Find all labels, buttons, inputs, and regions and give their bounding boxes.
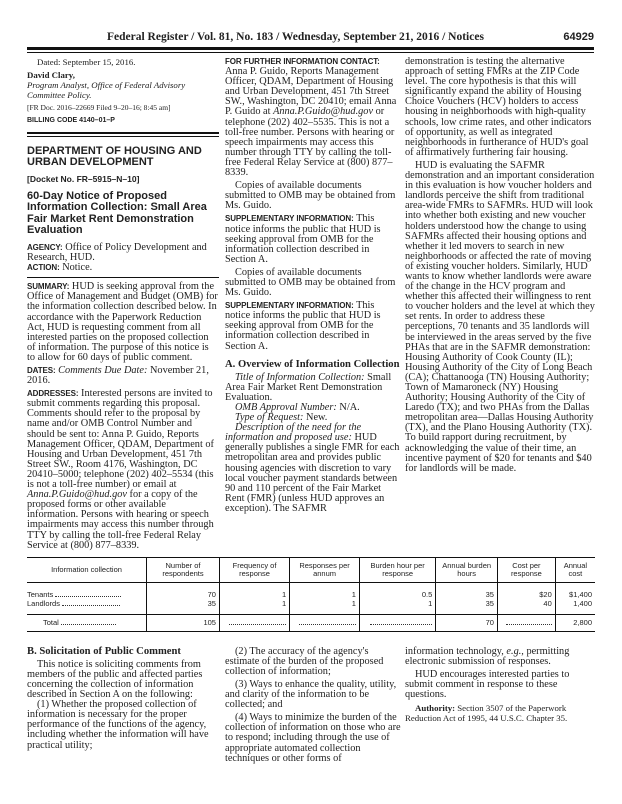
cell: 70 (147, 582, 220, 599)
cell: 1 (290, 582, 360, 599)
title-value: Small Area Fair Market Rent Demonstration Evaluation. (225, 371, 392, 403)
column-2 (225, 57, 401, 517)
cell: Total (43, 618, 59, 628)
dates-text: November 21, 2016. (27, 365, 209, 387)
omb-label: OMB Approval Number: (235, 402, 337, 413)
signer-title: Program Analyst, Office of Federal Advisory Committee Policy. (27, 80, 186, 100)
col-header: Annual burden hours (436, 557, 498, 582)
col-header: Annual cost (555, 557, 595, 582)
section-b-heading: B. Solicitation of Public Comment (27, 645, 181, 657)
type-value: New. (306, 412, 328, 424)
section-a-heading: A. Overview of Information Collection (225, 358, 400, 370)
agency-label: AGENCY: (27, 242, 63, 252)
comment-item-4: (4) Ways to minimize the burden of the collection of information on those who are to respond; including through the use of appropriate automated collection techniques or other forms of (225, 712, 401, 764)
cell: $1,400 (555, 582, 595, 599)
comment-item-3: (3) Ways to enhance the quality, utility, and clarity of the information to be collected; and (225, 678, 397, 711)
dated: Dated: September 15, 2016. (37, 57, 136, 67)
addresses-label: ADDRESSES: (27, 389, 79, 399)
billing-code: BILLING CODE 4140–01–P (27, 117, 115, 125)
description-label: Description of the need for the information and proposed use: (225, 422, 362, 444)
cell: 2,800 (555, 614, 595, 631)
action-label: ACTION: (27, 263, 60, 273)
supplementary-text: This notice informs the public that HUD is seeking approval from OMB for the information collection described in Section A. (225, 213, 381, 265)
section-b (27, 647, 595, 787)
separator-rule (27, 132, 219, 134)
addresses-text: Interested persons are invited to submit comments regarding this proposal. Comments should refer to the proposal by name and/or OMB Control Number and should be sent to: Anna P. Guido, Reports Management Officer, QDAM, Department of Housing and Urban Development, 451 7th Street SW., Room 4176, Washington, DC 20410–5000; telephone (202) 402–5534 (this is not a toll-free number) or email at (27, 388, 214, 491)
column-1 (27, 57, 219, 554)
addresses-text-2: for a copy of the proposed forms or other available information. Persons with hearing or speech impairments may access this number through TTY by calling the toll-free Federal Relay Service at (800) 877–8339. (27, 489, 214, 551)
comment-item-2: (2) The accuracy of the agency's estimate of the burden of the proposed collection of information; (225, 645, 384, 677)
supplementary-label: SUPPLEMENTARY INFORMATION: (225, 214, 354, 224)
comment-item-4-continued: information technology, (405, 645, 507, 657)
copies-text-repeat: Copies of available documents submitted to OMB may be obtained from Ms. Guido. (225, 266, 396, 299)
description-continued: demonstration is testing the alternative approach of setting FMRs at the ZIP Code level. The core hypothesis is that this will significantly expand the ability of Housing Choice Vouchers (HCV) holders to access housing in neighborhoods with high-quality schools, low crime rates, and other indicators of opportunity, as well as integrated neighborhoods in furtherance of HUD's goal of affirmatively furthering fair housing. (405, 56, 592, 158)
table-row (27, 582, 595, 599)
eg-italic: e.g., (506, 645, 524, 657)
notice-title: 60-Day Notice of Proposed Information Collection: Small Area Fair Market Rent Demonstration Evaluation (27, 189, 207, 237)
summary-text: HUD is seeking approval from the Office of Management and Budget (OMB) for the information collection described below. In accordance with the Paperwork Reduction Act, HUD is requesting comment from all interested parties on the proposed collection of information. The purpose of this notice is to allow for 60 days of public comment. (27, 281, 218, 363)
omb-value: N/A. (339, 402, 360, 413)
cell: 1,400 (555, 599, 595, 615)
column-3 (405, 57, 595, 477)
table-total-row (27, 614, 595, 631)
col-header: Frequency of response (219, 557, 289, 582)
signer-name: David Clary, (27, 70, 75, 81)
comment-item-1: (1) Whether the proposed collection of information is necessary for the proper performance of the functions of the agency, including whether the information will have practical utility; (27, 699, 209, 751)
cell: Tenants (27, 589, 54, 599)
col-header: Cost per response (497, 557, 555, 582)
top-columns (27, 57, 595, 554)
summary-label: SUMMARY: (27, 282, 70, 292)
contact-email-link[interactable]: Anna.P.Guido@hud.gov (273, 106, 374, 118)
authority-label: Authority: (415, 703, 456, 714)
cell: 1 (359, 599, 435, 615)
table-row (27, 599, 595, 615)
cell: 0.5 (359, 582, 435, 599)
fr-doc: [FR Doc. 2016–22669 Filed 9–20–16; 8:45 am] (27, 103, 171, 113)
agency-heading: DEPARTMENT OF HOUSING AND URBAN DEVELOPMENT (27, 144, 202, 169)
section-b-column-2 (225, 647, 401, 767)
cell: 1 (219, 599, 289, 615)
supplementary-text-repeat: This notice informs the public that HUD is seeking approval from OMB for the information collection described in Section A. (225, 300, 381, 352)
col-header: Information collection (27, 557, 147, 582)
burden-table (27, 557, 595, 632)
dates-label: DATES: (27, 366, 56, 375)
cell: 40 (497, 599, 555, 615)
col-header: Responses per annum (290, 557, 360, 582)
cell: $20 (497, 582, 555, 599)
title-label: Title of Information Collection: (235, 371, 365, 383)
copies-text: Copies of available documents submitted to OMB may be obtained from Ms. Guido. (225, 180, 396, 212)
cell: Landlords (27, 598, 60, 608)
page-body (27, 0, 595, 787)
cell: 1 (219, 582, 289, 599)
contact-text: Anna P. Guido, Reports Management Officer, QDAM, Department of Housing and Urban Development, 451 7th Street SW., Washington, DC 20410; email Anna P. Guido at (225, 66, 397, 118)
cell: 70 (436, 614, 498, 631)
cell: 1 (290, 599, 360, 615)
contact-label: FOR FURTHER INFORMATION CONTACT: (225, 57, 380, 66)
agency-text: Office of Policy Development and Research, HUD. (27, 241, 207, 264)
contact-text-2: or telephone (202) 402–5535. This is not a toll-free number. Persons with hearing or speech impairments may access this number through TTY by calling the toll-free Federal Relay Service at (800) 877–8339. (225, 106, 395, 179)
comment-item-4-end: permitting electronic submission of responses. (405, 645, 570, 667)
cell: 105 (147, 614, 220, 631)
divider (27, 277, 219, 278)
dates-italic: Comments Due Date: (58, 365, 148, 376)
authority-text: Section 3507 of the Paperwork Reduction Act of 1995, 44 U.S.C. Chapter 35. (405, 703, 568, 724)
email-link[interactable]: Anna.P.Guido@hud.gov (27, 489, 127, 501)
cell: 35 (147, 599, 220, 615)
docket-number: [Docket No. FR–5915–N–10] (27, 173, 140, 184)
cell: 35 (436, 599, 498, 615)
page-number: 64929 (563, 31, 594, 43)
section-b-intro: This notice is soliciting comments from members of the public and affected parties concerning the collection of information described in Section A on the following: (27, 658, 203, 701)
col-header: Burden hour per response (359, 557, 435, 582)
description-text: HUD generally publishes a single FMR for each metropolitan area and provides public housing agencies with discretion to vary local voucher payment standards between 90 and 110 percent of the Fair Market Rent (FMR) (unless HUD approves an exception). The SAFMR (225, 432, 400, 514)
evaluation-text: HUD is evaluating the SAFMR demonstration and an important consideration in this evaluation is how voucher holders and landlords perceive the shift from traditional area-wide FMRs to SAFMRs. HUD will look into whether both existing and new voucher holders understood how the change to using SAFMRs affected their housing options and whether it led movers to search in new neighborhoods or affected the rate of moving of existing voucher holders. Similarly, HUD wants to know whether landlords were aware of the change in the HCV program and whether this affected their willingness to rent to voucher holders and the level at which they set rents. In order to address these perceptions, 70 tenants and 35 landlords will be interviewed in the areas served by the five PHAs that are in the SAFMR demonstration: Housing Authority of Cook County (IL); Housing Authority of the City of Long Beach (CA); Chattanooga (TN) Housing Authority; Town of Mamaroneck (NY) Housing Authority; Housing Authority of the City of Laredo (TX); and two PHAs from the Dallas metropolitan area—Dallas Housing Authority (TX), and the Plano Housing Authority (TX). To build rapport during recruitment, by acknowledging the value of their time, an incentive payment of $20 for tenants and $40 for landlords will be made. (405, 159, 595, 474)
section-b-column-1 (27, 647, 219, 754)
action-text: Notice. (62, 262, 93, 274)
cell: 35 (436, 582, 498, 599)
supplementary-label-repeat: SUPPLEMENTARY INFORMATION: (225, 301, 354, 311)
type-label: Type of Request: (235, 412, 304, 424)
running-head: Federal Register / Vol. 81, No. 183 / Wednesday, September 21, 2016 / Notices (107, 31, 484, 43)
separator-rule-thin (27, 136, 219, 137)
section-b-column-3 (405, 647, 595, 727)
encourage-text: HUD encourages interested parties to submit comment in response to these questions. (405, 668, 570, 701)
col-header: Number of respondents (147, 557, 220, 582)
